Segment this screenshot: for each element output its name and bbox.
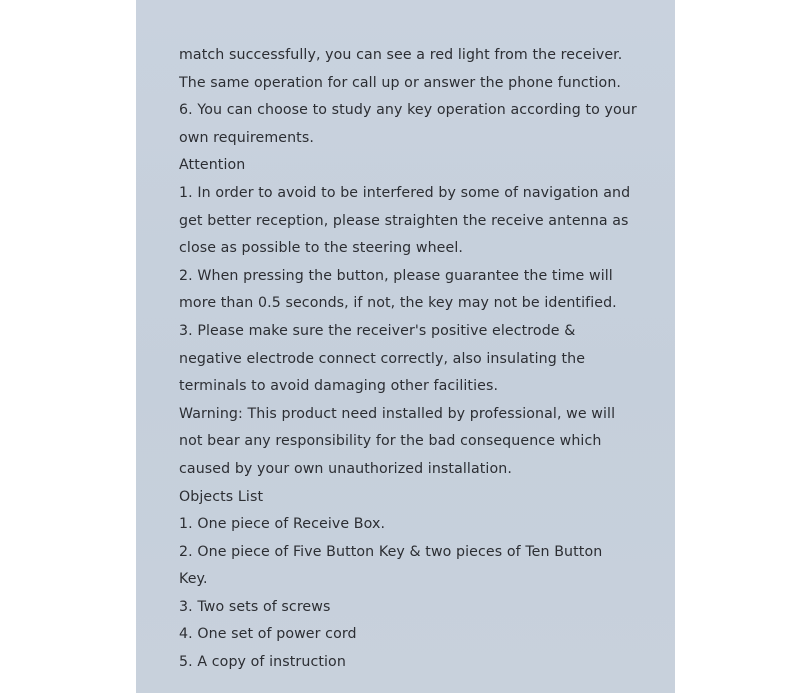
warning-line: Warning: This product need installed by professional, we will bbox=[179, 405, 616, 422]
text-line: negative electrode connect correctly, also insulating the bbox=[179, 350, 586, 367]
text-line: 6. You can choose to study any key operation according to your bbox=[179, 102, 637, 119]
instruction-page bbox=[136, 0, 675, 693]
text-line: The same operation for call up or answer the phone function. bbox=[179, 74, 622, 91]
text-line: 1. In order to avoid to be interfered by some of navigation and bbox=[179, 184, 631, 201]
list-item: 1. One piece of Receive Box. bbox=[179, 516, 386, 533]
text-line: terminals to avoid damaging other facilities. bbox=[179, 378, 499, 395]
text-line: not bear any responsibility for the bad consequence which bbox=[179, 433, 602, 450]
list-item: 3. Two sets of screws bbox=[179, 598, 331, 615]
text-line: match successfully, you can see a red light from the receiver. bbox=[179, 47, 623, 63]
list-item: Key. bbox=[179, 571, 208, 588]
text-line: more than 0.5 seconds, if not, the key may not be identified. bbox=[179, 295, 617, 312]
list-item: 5. A copy of instruction bbox=[179, 654, 346, 671]
list-item: 4. One set of power cord bbox=[179, 626, 357, 643]
list-item: 2. One piece of Five Button Key & two pieces of Ten Button bbox=[179, 543, 603, 560]
text-line: own requirements. bbox=[179, 129, 314, 146]
text-line: close as possible to the steering wheel. bbox=[179, 240, 463, 257]
section-heading-attention: Attention bbox=[179, 157, 246, 174]
text-line: 2. When pressing the button, please guarantee the time will bbox=[179, 267, 613, 284]
text-line: 3. Please make sure the receiver's positive electrode & bbox=[179, 322, 576, 339]
instruction-text bbox=[179, 42, 669, 677]
text-line: get better reception, please straighten the receive antenna as bbox=[179, 212, 629, 229]
section-heading-objects-list: Objects List bbox=[179, 488, 264, 505]
text-line: caused by your own unauthorized installation. bbox=[179, 460, 512, 477]
